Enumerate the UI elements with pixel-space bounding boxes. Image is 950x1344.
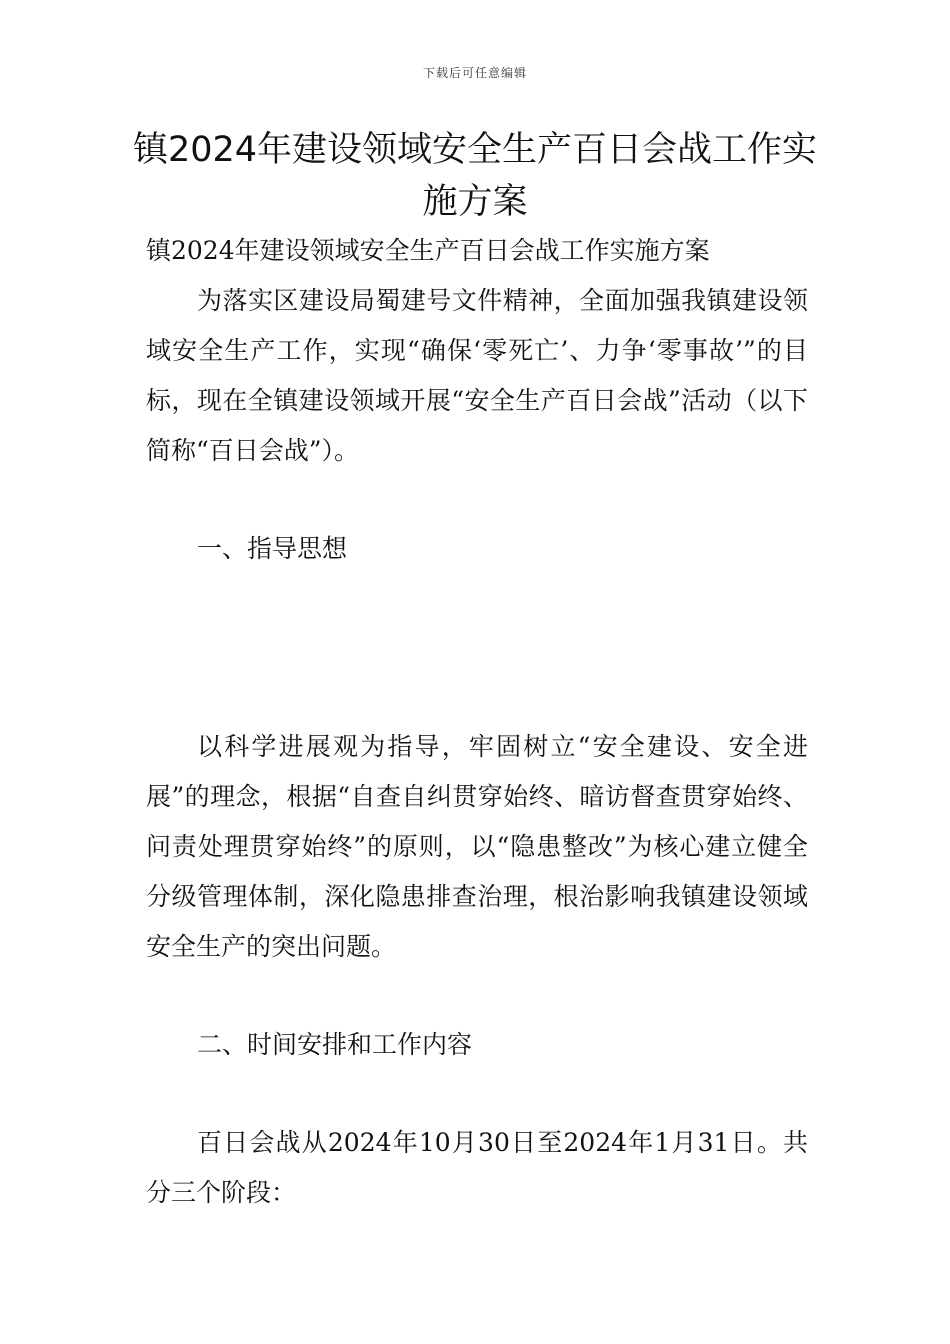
header-note: 下载后可任意编辑: [422, 66, 527, 80]
intro-paragraph: 为落实区建设局蜀建号文件精神，全面加强我镇建设领域安全生产工作，实现“确保‘零死亡’、力争‘零事故’”的目标，现在全镇建设领域开展“安全生产百日会战”活动（以下简称“百日会战”）。: [146, 286, 808, 465]
section-heading-schedule: 二、时间安排和工作内容: [197, 1030, 473, 1059]
section-heading-guiding: 一、指导思想: [197, 534, 348, 563]
document-title: 镇2024年建设领域安全生产百日会战工作实施方案: [132, 130, 818, 222]
document-subtitle: 镇2024年建设领域安全生产百日会战工作实施方案: [146, 236, 710, 265]
schedule-paragraph: 百日会战从2024年10月30日至2024年1月31日。共分三个阶段：: [146, 1128, 808, 1207]
guiding-paragraph: 以科学进展观为指导，牢固树立“安全建设、安全进展”的理念，根据“自查自纠贯穿始终、暗访督查贯穿始终、问责处理贯穿始终”的原则，以“隐患整改”为核心建立健全分级管理体制，深化隐患排查治理，根治影响我镇建设领域安全生产的突出问题。: [146, 732, 808, 961]
